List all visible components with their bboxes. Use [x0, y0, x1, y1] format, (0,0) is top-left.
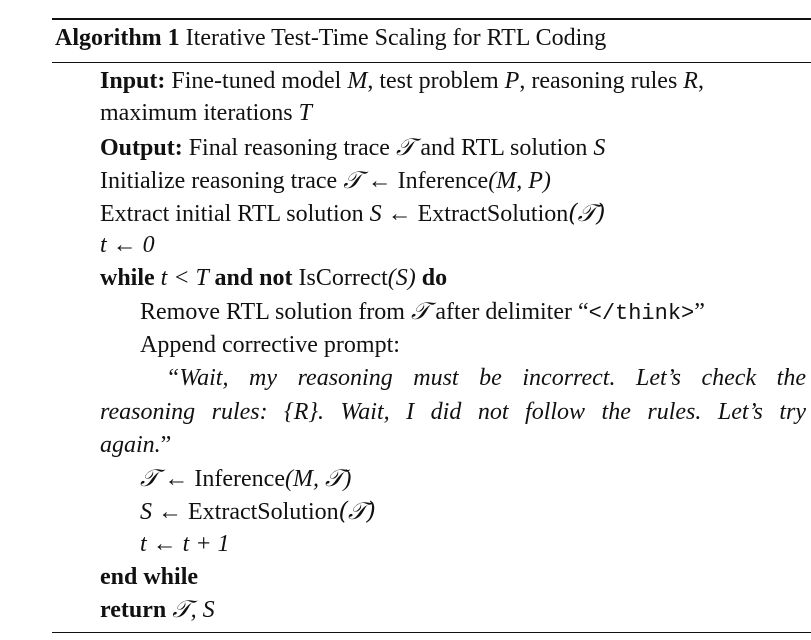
line-body: Append corrective prompt: — [140, 332, 400, 358]
line-body: Remove RTL solution from 𝒯 after delimiter “</think>” — [140, 297, 705, 326]
line-body: “Wait, my reasoning must be incorrect. Let’s check the — [166, 365, 806, 391]
line-body: 𝒯 ← Inference(M, 𝒯) — [140, 464, 352, 492]
line-body: Initialize reasoning trace 𝒯 ← Inference(M, P) — [100, 166, 551, 194]
line-body: t ← t + 1 — [140, 531, 230, 557]
line-body: t ← 0 — [100, 232, 155, 258]
line-body: reasoning rules: {R}. Wait, I did not follow the rules. Let’s try — [100, 399, 806, 425]
caption-rule — [52, 62, 811, 63]
line-body: Output: Final reasoning trace 𝒯 and RTL solution S — [100, 133, 606, 161]
line-body: Input: Fine-tuned model M, test problem P, reasoning rules R, — [100, 68, 704, 94]
algorithm-label: Algorithm 1 — [55, 25, 180, 51]
line-body: Extract initial RTL solution S ← ExtractSolution(𝒯) — [100, 199, 606, 227]
line-body: return 𝒯, S — [100, 597, 215, 623]
bottom-rule — [52, 632, 811, 633]
line-body: while t < T and not IsCorrect(S) do — [100, 265, 448, 291]
algorithm-title: Iterative Test-Time Scaling for RTL Coding — [185, 25, 607, 51]
line-body: again.” — [100, 432, 172, 458]
line-body: S ← ExtractSolution(𝒯) — [140, 497, 376, 525]
line-body: end while — [100, 564, 199, 590]
line-body: maximum iterations T — [100, 100, 312, 126]
algorithm-caption — [55, 23, 606, 53]
top-rule — [52, 18, 811, 20]
